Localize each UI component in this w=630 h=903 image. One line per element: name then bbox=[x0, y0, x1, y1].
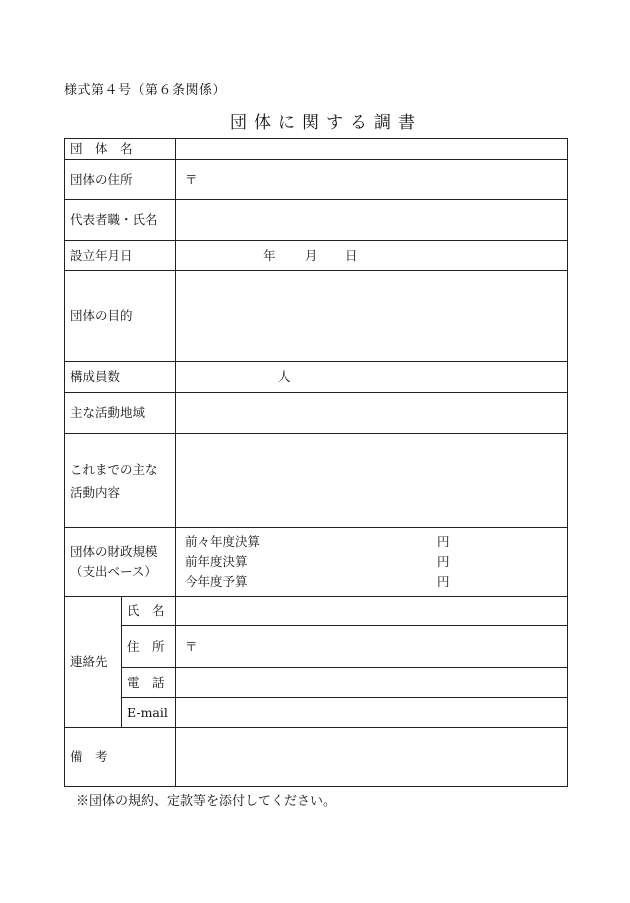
finance-item bbox=[181, 572, 567, 592]
row-representative bbox=[65, 200, 568, 241]
finance-label bbox=[65, 528, 176, 597]
contact-phone-label: 電 話 bbox=[122, 668, 176, 698]
finance-label-line1: 団体の財政規模 bbox=[70, 544, 158, 559]
row-remarks bbox=[65, 728, 568, 787]
postal-mark: 〒 bbox=[185, 171, 198, 187]
purpose-field[interactable] bbox=[176, 271, 568, 362]
row-contact-name bbox=[65, 597, 568, 626]
contact-address-field[interactable] bbox=[176, 626, 568, 668]
contact-postal-mark: 〒 bbox=[185, 638, 198, 654]
group-name-label: 団 体 名 bbox=[65, 139, 176, 160]
row-history bbox=[65, 434, 568, 528]
members-unit: 人 bbox=[278, 369, 291, 384]
document-title: 団体に関する調書 bbox=[230, 113, 422, 133]
contact-email-field[interactable] bbox=[176, 698, 568, 728]
finance-item-name: 今年度予算 bbox=[185, 574, 248, 589]
area-field[interactable] bbox=[176, 393, 568, 434]
founded-year-unit: 年 bbox=[263, 247, 276, 263]
row-contact-phone bbox=[65, 668, 568, 698]
finance-item bbox=[181, 552, 567, 572]
form-number: 様式第４号（第６条関係） bbox=[64, 83, 227, 98]
contact-email-label: E-mail bbox=[122, 698, 176, 728]
finance-field[interactable] bbox=[176, 528, 568, 597]
row-contact-address bbox=[65, 626, 568, 668]
row-founded bbox=[65, 241, 568, 271]
finance-item-name: 前々年度決算 bbox=[185, 534, 261, 549]
founded-date-field[interactable] bbox=[176, 241, 568, 271]
area-label: 主な活動地域 bbox=[65, 393, 176, 434]
row-address bbox=[65, 160, 568, 200]
history-label-line1: これまでの主な bbox=[70, 461, 158, 477]
finance-item-unit: 円 bbox=[437, 554, 450, 569]
purpose-label: 団体の目的 bbox=[65, 271, 176, 362]
history-field[interactable] bbox=[176, 434, 568, 528]
founded-label: 設立年月日 bbox=[65, 241, 176, 271]
address-label: 団体の住所 bbox=[65, 160, 176, 200]
representative-label: 代表者職・氏名 bbox=[65, 200, 176, 241]
members-label: 構成員数 bbox=[65, 362, 176, 393]
group-name-field[interactable] bbox=[176, 139, 568, 160]
members-field[interactable] bbox=[176, 362, 568, 393]
contact-name-label: 氏 名 bbox=[122, 597, 176, 626]
contact-label: 連絡先 bbox=[65, 597, 122, 728]
history-label-line2: 活動内容 bbox=[70, 484, 121, 500]
finance-item-unit: 円 bbox=[437, 574, 450, 589]
row-finance bbox=[65, 528, 568, 597]
row-contact-email bbox=[65, 698, 568, 728]
address-field[interactable] bbox=[176, 160, 568, 200]
finance-item bbox=[181, 532, 567, 552]
contact-name-field[interactable] bbox=[176, 597, 568, 626]
row-members bbox=[65, 362, 568, 393]
remarks-label: 備 考 bbox=[65, 728, 176, 787]
representative-field[interactable] bbox=[176, 200, 568, 241]
row-area bbox=[65, 393, 568, 434]
finance-item-name: 前年度決算 bbox=[185, 554, 248, 569]
finance-label-line2: （支出ベース） bbox=[70, 564, 157, 579]
founded-month-unit: 月 bbox=[305, 247, 318, 263]
remarks-field[interactable] bbox=[176, 728, 568, 787]
attachment-note: ※団体の規約、定款等を添付してください。 bbox=[76, 794, 337, 809]
contact-address-label: 住 所 bbox=[122, 626, 176, 668]
finance-item-unit: 円 bbox=[437, 534, 450, 549]
row-purpose bbox=[65, 271, 568, 362]
row-group-name bbox=[65, 139, 568, 160]
contact-phone-field[interactable] bbox=[176, 668, 568, 698]
survey-form-table bbox=[64, 138, 568, 787]
history-label bbox=[65, 434, 176, 528]
founded-day-unit: 日 bbox=[345, 247, 358, 263]
